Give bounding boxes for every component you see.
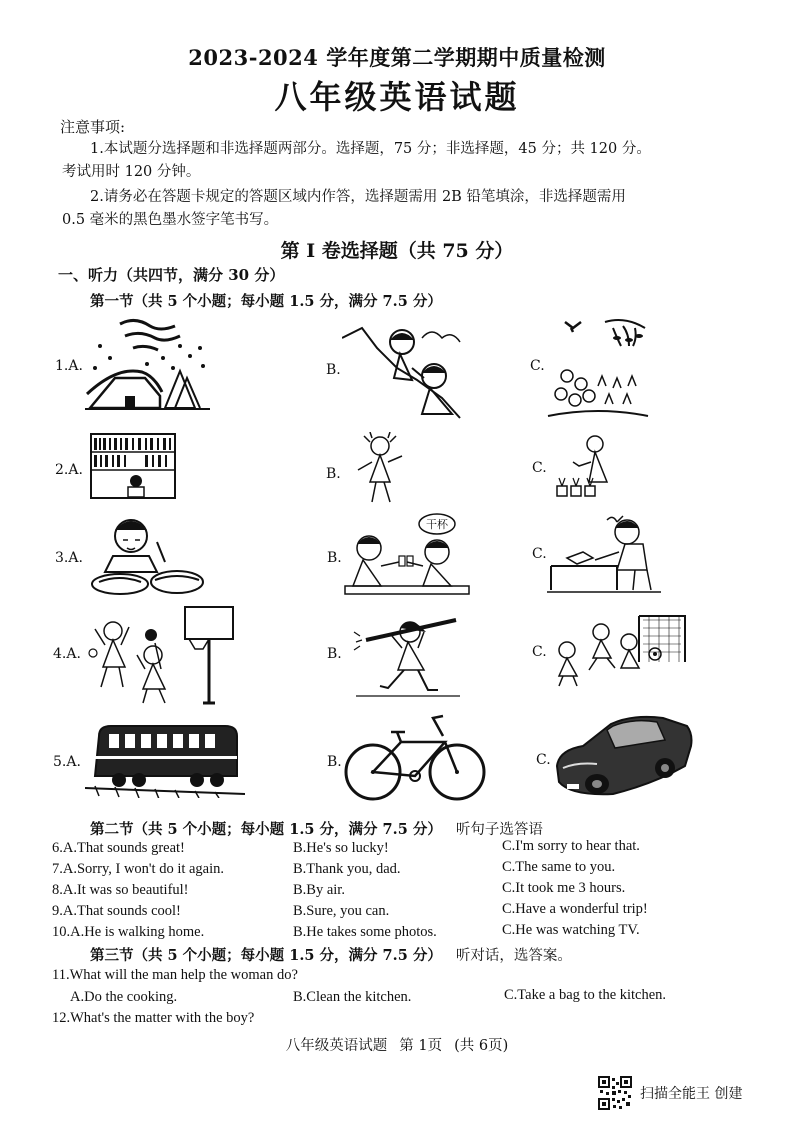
- footer-subject: 八年级英语试题: [285, 1038, 388, 1054]
- q11-option-b: B.Clean the kitchen.: [293, 989, 412, 1005]
- scanner-watermark: [598, 1076, 742, 1110]
- q4-label-b: B.: [327, 646, 342, 662]
- q4-label-a: 4.A.: [53, 646, 81, 662]
- section-3-heading: 第三节（共 5 个小题；每小题 1.5 分，满分 7.5 分）: [90, 947, 442, 964]
- q5-picture-b-bicycle: [343, 712, 489, 804]
- section-2-title: [90, 818, 543, 839]
- section-3-instruction: 听对话，选答案。: [455, 948, 572, 964]
- q4-picture-b-baseball: [352, 606, 464, 702]
- q2-picture-b-girl-dancing: [352, 432, 408, 504]
- q1-picture-c-spring-flowers: [543, 316, 651, 420]
- exam-main-title: 八年级英语试题: [274, 78, 520, 116]
- q7-option-b: B.Thank you, dad.: [293, 861, 401, 877]
- q5-label-a: 5.A.: [53, 754, 81, 770]
- q3-label-b: B.: [327, 550, 342, 566]
- q4-picture-a-basketball: [85, 603, 237, 707]
- q1-picture-b-mountain-climbing: [342, 318, 467, 420]
- page-footer: [0, 1034, 794, 1055]
- section-3-title: [90, 944, 572, 965]
- q10-option-a: 10.A.He is walking home.: [52, 924, 205, 940]
- q12-stem: 12.What's the matter with the boy?: [52, 1010, 255, 1026]
- q1-picture-a-snowy-house: [85, 316, 210, 412]
- q4-label-c: C.: [532, 644, 547, 660]
- q2-picture-c-watering-plants: [555, 432, 615, 500]
- note-item-2-line-1: 2.请务必在答题卡规定的答题区域内作答，选择题需用 2B 铅笔填涂，非选择题需用: [90, 189, 626, 205]
- q7-option-a: 7.A.Sorry, I won't do it again.: [52, 861, 225, 877]
- section-2-instruction: 听句子选答语: [455, 822, 543, 838]
- footer-total-pages: (共 6页): [454, 1038, 509, 1054]
- section-1-title: 第一节（共 5 个小题；每小题 1.5 分，满分 7.5 分）: [90, 293, 442, 310]
- q9-option-b: B.Sure, you can.: [293, 903, 390, 919]
- q6-option-b: B.He's so lucky!: [293, 840, 389, 856]
- notes-title: 注意事项:: [60, 118, 126, 136]
- note-item-1-line-2: 考试用时 120 分钟。: [62, 164, 201, 180]
- q5-picture-c-car: [553, 710, 695, 800]
- q5-label-c: C.: [536, 752, 551, 768]
- q2-picture-a-library: [90, 433, 176, 499]
- q9-option-a: 9.A.That sounds cool!: [52, 903, 181, 919]
- q3-label-c: C.: [532, 546, 547, 562]
- q3-picture-c-studying-at-desk: [547, 512, 661, 594]
- qr-code-icon: [598, 1076, 632, 1110]
- q11-option-c: C.Take a bag to the kitchen.: [504, 987, 667, 1003]
- q7-option-c: C.The same to you.: [502, 859, 616, 875]
- volume-title: 第 I 卷选择题（共 75 分）: [280, 240, 514, 262]
- section-2-heading: 第二节（共 5 个小题；每小题 1.5 分，满分 7.5 分）: [90, 821, 442, 838]
- q2-label-b: B.: [326, 466, 341, 482]
- q11-stem: 11.What will the man help the woman do?: [52, 967, 298, 983]
- footer-page-number: 第 1页: [399, 1038, 443, 1054]
- q4-picture-c-football: [549, 612, 689, 688]
- q5-picture-a-train: [85, 716, 245, 798]
- q3-picture-b-toast: [341, 512, 473, 598]
- q3-label-a: 3.A.: [55, 550, 83, 566]
- q1-label-c: C.: [530, 358, 545, 374]
- q8-option-c: C.It took me 3 hours.: [502, 880, 626, 896]
- q3-picture-a-eating-a-lot: [85, 512, 207, 598]
- q9-option-c: C.Have a wonderful trip!: [502, 901, 648, 917]
- toast-speech-bubble: 干杯: [426, 518, 448, 531]
- note-item-2-line-2: 0.5 毫米的黑色墨水签字笔书写。: [62, 212, 279, 228]
- q1-label-b: B.: [326, 362, 341, 378]
- q1-label-a: 1.A.: [55, 358, 83, 374]
- q8-option-a: 8.A.It was so beautiful!: [52, 882, 189, 898]
- exam-year-title: 2023-2024 学年度第二学期期中质量检测: [188, 45, 606, 70]
- q2-label-a: 2.A.: [55, 462, 83, 478]
- watermark-text: 扫描全能王 创建: [640, 1086, 743, 1102]
- q10-option-c: C.He was watching TV.: [502, 922, 640, 938]
- q6-option-c: C.I'm sorry to hear that.: [502, 838, 640, 854]
- q6-option-a: 6.A.That sounds great!: [52, 840, 185, 856]
- q11-option-a: A.Do the cooking.: [70, 989, 178, 1005]
- q10-option-b: B.He takes some photos.: [293, 924, 437, 940]
- q2-label-c: C.: [532, 460, 547, 476]
- q8-option-b: B.By air.: [293, 882, 345, 898]
- part-listening-title: 一、听力（共四节，满分 30 分）: [58, 266, 285, 284]
- note-item-1-line-1: 1.本试题分选择题和非选择题两部分。选择题，75 分；非选择题，45 分；共 120 分。: [90, 141, 651, 157]
- q5-label-b: B.: [327, 754, 342, 770]
